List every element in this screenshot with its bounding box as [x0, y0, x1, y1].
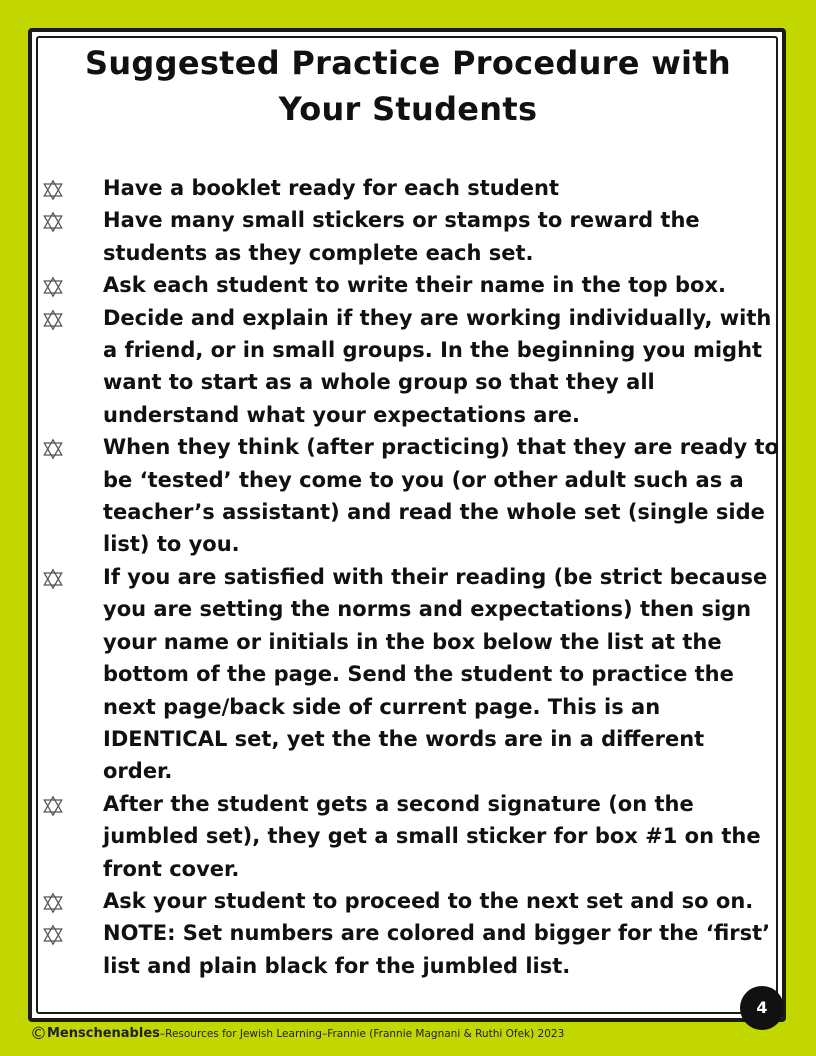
procedure-step-text: When they think (after practicing) that they are ready to be ‘tested’ they come to you (or other adult such as a teacher’s assistant) and read the whole set (single side list) to you.	[103, 435, 779, 557]
page-title: Suggested Practice Procedure with Your Students	[84, 44, 732, 128]
footer-brand: Menschenables	[47, 1026, 160, 1041]
star-of-david-icon	[42, 210, 64, 232]
star-of-david-icon	[42, 275, 64, 297]
procedure-step	[40, 269, 780, 301]
procedure-step-text: Decide and explain if they are working individually, with a friend, or in small groups. In the beginning you might want to start as a whole group so that they all understand what your expectations are.	[103, 305, 772, 427]
procedure-list	[40, 172, 780, 982]
star-of-david-icon	[42, 891, 64, 913]
star-of-david-icon	[42, 794, 64, 816]
procedure-step-text: NOTE: Set numbers are colored and bigger for the ‘first’ list and plain black for the jumbled list.	[103, 921, 771, 978]
footer-text: –Resources for Jewish Learning–Frannie (Frannie Magnani & Ruthi Ofek) 2023	[159, 1028, 565, 1040]
procedure-step	[40, 561, 780, 788]
procedure-step	[40, 885, 780, 917]
procedure-step-text: Have many small stickers or stamps to reward the students as they complete each set.	[103, 208, 700, 265]
star-of-david-icon	[42, 178, 64, 200]
procedure-step	[40, 431, 780, 561]
procedure-step-text: Ask each student to write their name in the top box.	[103, 273, 726, 298]
page-number-badge: 4	[740, 986, 784, 1030]
procedure-step-text: Have a booklet ready for each student	[103, 176, 560, 200]
star-of-david-icon	[42, 567, 64, 589]
procedure-step	[40, 917, 780, 982]
procedure-step	[40, 204, 780, 269]
procedure-step-text: If you are satisfied with their reading (be strict because you are setting the norms and expectations) then sign your name or initials in the box below the list at the bottom of the page. Send the student to practice the next page/back side of current page. This is an IDENTICAL set, yet the the words are in a different order.	[103, 564, 768, 784]
copyright-symbol: ©	[30, 1024, 47, 1044]
procedure-step-text: Ask your student to proceed to the next set and so on.	[103, 888, 754, 913]
star-of-david-icon	[42, 308, 64, 330]
footer-credit	[30, 1024, 564, 1044]
procedure-step-text: After the student gets a second signature (on the jumbled set), they get a small sticker for box #1 on the front cover.	[103, 791, 761, 881]
procedure-step	[40, 788, 780, 885]
star-of-david-icon	[42, 437, 64, 459]
star-of-david-icon	[42, 923, 64, 945]
procedure-step	[40, 172, 780, 204]
procedure-step	[40, 302, 780, 432]
